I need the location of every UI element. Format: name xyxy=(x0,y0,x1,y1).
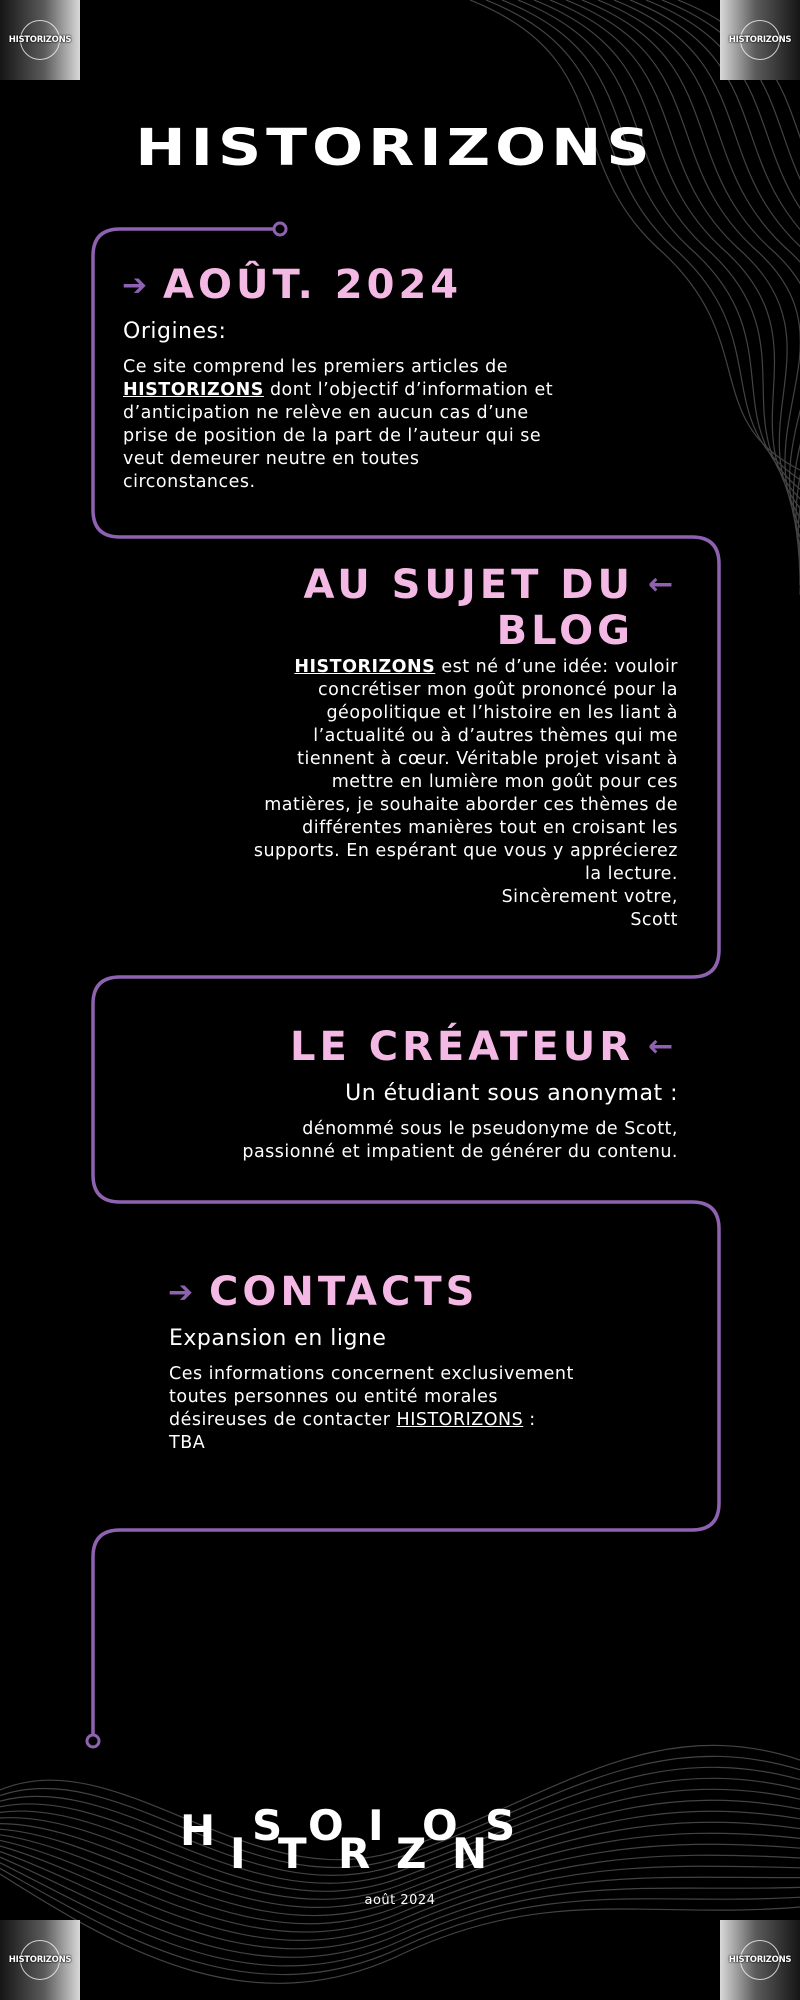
logo-letter: N xyxy=(452,1829,488,1878)
paragraph-line: Scott xyxy=(630,910,678,930)
section-paragraph-blog xyxy=(254,656,678,932)
section-subtitle-contacts: Expansion en ligne xyxy=(169,1326,387,1351)
wave-line xyxy=(0,1874,800,1983)
paragraph-line: différentes manières tout en croisant les xyxy=(302,818,678,838)
logo-letter: Z xyxy=(396,1829,427,1878)
section-paragraph-origines xyxy=(123,356,553,494)
logo-badge-icon xyxy=(8,20,72,60)
footer-logo xyxy=(180,1801,620,1878)
logo-letter: O xyxy=(308,1801,344,1850)
wave-line xyxy=(678,0,800,595)
paragraph-line: désireuses de contacter xyxy=(169,1410,397,1430)
section-title-le-createur: LE CRÉATEUR xyxy=(290,1024,634,1070)
section-title-contacts: CONTACTS xyxy=(209,1269,479,1315)
wave-line xyxy=(662,0,800,585)
arrow-right-icon: ➔ xyxy=(122,268,148,303)
timeline-start-dot xyxy=(274,223,286,235)
section-paragraph-createur xyxy=(242,1118,678,1164)
wave-line xyxy=(582,0,800,537)
arrow-right-icon: ➔ xyxy=(168,1275,194,1310)
page-title: HISTORIZONS xyxy=(135,118,655,178)
brand-name: HISTORIZONS xyxy=(294,657,436,677)
footer-date: août 2024 xyxy=(364,1893,436,1908)
paragraph-line: matières, je souhaite aborder ces thèmes de xyxy=(264,795,678,815)
arrow-left-icon: ← xyxy=(648,1029,674,1064)
corner-logo-bottom-right xyxy=(720,1920,800,2000)
paragraph-line: mettre en lumière mon goût pour ces xyxy=(331,772,678,792)
logo-letter: I xyxy=(230,1829,246,1878)
wave-line xyxy=(614,0,800,556)
paragraph-line: toutes personnes ou entité morales xyxy=(169,1387,499,1407)
logo-letter: O xyxy=(422,1801,458,1850)
paragraph-line: Sincèrement votre, xyxy=(501,887,678,907)
badge-text: HISTORIZONS xyxy=(8,1955,72,1965)
corner-logo-top-right xyxy=(720,0,800,80)
section-title-aout-2024: AOÛT. 2024 xyxy=(163,262,463,308)
paragraph-line: d’anticipation ne relève en aucun cas d’une xyxy=(123,403,529,423)
paragraph-line: la lecture. xyxy=(585,864,678,884)
logo-letter: I xyxy=(368,1801,384,1850)
paragraph-line: l’actualité ou à d’autres thèmes qui me xyxy=(313,726,678,746)
section-title-line: AU SUJET DU xyxy=(303,562,634,608)
logo-letter: T xyxy=(278,1829,307,1878)
paragraph-line: circonstances. xyxy=(123,472,256,492)
logo-badge-icon xyxy=(728,1940,792,1980)
paragraph-line: Ces informations concernent exclusivement xyxy=(169,1364,574,1384)
section-title-line: BLOG xyxy=(496,608,634,654)
corner-logo-bottom-left xyxy=(0,1920,80,2000)
paragraph-line: Ce site comprend les premiers articles de xyxy=(123,357,509,377)
paragraph-line: est né d’une idée: vouloir xyxy=(435,657,678,677)
logo-letter: R xyxy=(338,1829,371,1878)
logo-badge-icon xyxy=(8,1940,72,1980)
section-title-au-sujet-du-blog xyxy=(303,562,634,654)
paragraph-line: tiennent à cœur. Véritable projet visant à xyxy=(297,749,678,769)
paragraph-line: passionné et impatient de générer du contenu. xyxy=(242,1142,678,1162)
wave-line xyxy=(0,1868,800,1974)
logo-badge-icon xyxy=(728,20,792,60)
paragraph-line: supports. En espérant que vous y apprécierez xyxy=(253,841,678,861)
badge-text: HISTORIZONS xyxy=(728,1955,792,1965)
paragraph-line: dont l’objectif d’information et xyxy=(263,380,554,400)
timeline-end-dot xyxy=(87,1735,99,1747)
paragraph-line: dénommé sous le pseudonyme de Scott, xyxy=(302,1119,678,1139)
paragraph-line: : xyxy=(523,1410,536,1430)
paragraph-line: géopolitique et l’histoire en les liant à xyxy=(326,703,678,723)
paragraph-line: concrétiser mon goût prononcé pour la xyxy=(318,680,678,700)
section-subtitle-createur: Un étudiant sous anonymat : xyxy=(345,1081,678,1106)
paragraph-line: veut demeurer neutre en toutes xyxy=(123,449,420,469)
corner-logo-top-left xyxy=(0,0,80,80)
contact-link[interactable]: HISTORIZONS xyxy=(396,1410,524,1430)
section-paragraph-contacts xyxy=(169,1363,574,1455)
logo-letter: S xyxy=(252,1801,283,1850)
logo-letter: H xyxy=(180,1806,216,1855)
paragraph-line: TBA xyxy=(169,1433,206,1453)
brand-name: HISTORIZONS xyxy=(123,380,264,400)
badge-text: HISTORIZONS xyxy=(728,35,792,45)
badge-text: HISTORIZONS xyxy=(8,35,72,45)
logo-letter: S xyxy=(485,1801,516,1850)
paragraph-line: prise de position de la part de l’auteur qui se xyxy=(123,426,542,446)
arrow-left-icon: ← xyxy=(648,567,674,602)
wave-line xyxy=(646,0,800,576)
section-subtitle-origines: Origines: xyxy=(123,319,227,344)
